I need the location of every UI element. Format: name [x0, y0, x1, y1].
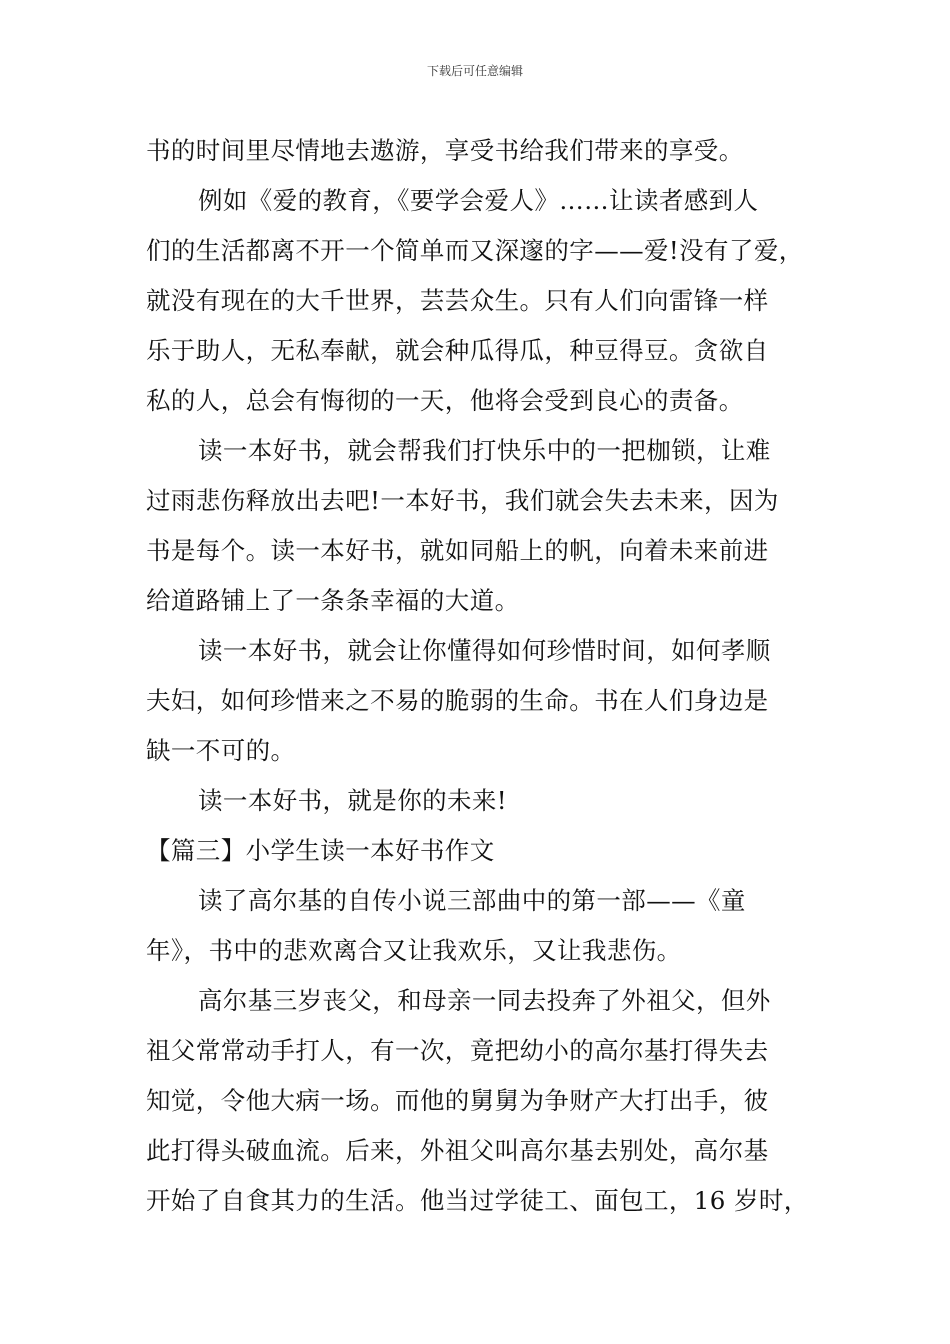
text-line: 读一本好书，就是你的未来! [198, 786, 508, 815]
text-line: 例如《爱的教育，《要学会爱人》……让读者感到人 [198, 186, 759, 215]
section-heading: 【篇三】小学生读一本好书作文 [146, 836, 495, 865]
text-line: 过雨悲伤释放出去吧!一本好书，我们就会失去未来，因为 [146, 486, 779, 515]
text-line: 读了高尔基的自传小说三部曲中的第一部——《童 [198, 886, 746, 915]
text-line: 读一本好书，就会帮我们打快乐中的一把枷锁，让难 [198, 436, 771, 465]
text-line: 书的时间里尽情地去遨游，享受书给我们带来的享受。 [146, 136, 744, 165]
text-line: 就没有现在的大千世界，芸芸众生。只有人们向雷锋一样 [146, 286, 769, 315]
text-line: 们的生活都离不开一个简单而又深邃的字——爱!没有了爱， [146, 236, 804, 265]
text-line: 缺一不可的。 [146, 736, 296, 765]
page-header: 下载后可任意编辑 [426, 64, 523, 78]
document-body [146, 126, 826, 1226]
text-line: 高尔基三岁丧父，和母亲一同去投奔了外祖父，但外 [198, 986, 771, 1015]
text-line: 给道路铺上了一条条幸福的大道。 [146, 586, 520, 615]
text-line: 读一本好书，就会让你懂得如何珍惜时间，如何孝顺 [198, 636, 771, 665]
text-line: 祖父常常动手打人，有一次，竟把幼小的高尔基打得失去 [146, 1036, 769, 1065]
text-line: 私的人，总会有悔彻的一天，他将会受到良心的责备。 [146, 386, 744, 415]
text-line: 知觉，令他大病一场。而他的舅舅为争财产大打出手，彼 [146, 1086, 769, 1115]
text-line: 开始了自食其力的生活。他当过学徒工、面包工，16 岁时， [146, 1186, 809, 1215]
text-line: 夫妇，如何珍惜来之不易的脆弱的生命。书在人们身边是 [146, 686, 769, 715]
text-line: 年》，书中的悲欢离合又让我欢乐，又让我悲伤。 [146, 936, 682, 965]
text-line: 乐于助人，无私奉献，就会种瓜得瓜，种豆得豆。贪欲自 [146, 336, 769, 365]
text-line: 此打得头破血流。后来，外祖父叫高尔基去别处，高尔基 [146, 1136, 769, 1165]
text-line: 书是每个。读一本好书，就如同船上的帆，向着未来前进 [146, 536, 769, 565]
